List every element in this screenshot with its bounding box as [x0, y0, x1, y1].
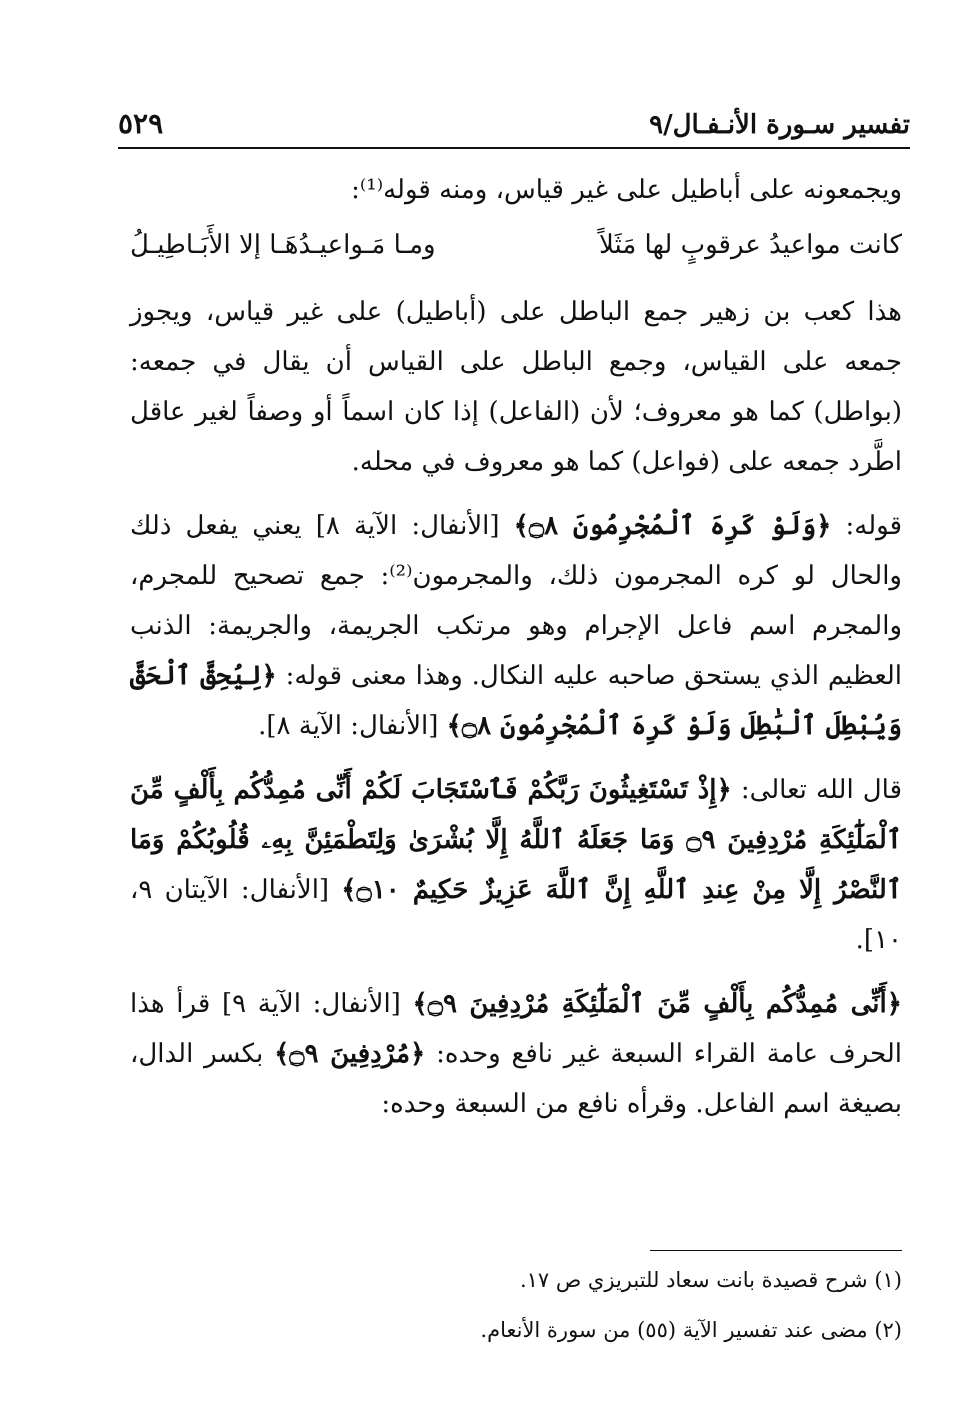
footnote-rule	[650, 1250, 902, 1251]
text-run: بكسر الدال، بصيغة اسم الفاعل. وقرأه نافع من السبعة وحده:	[130, 1039, 902, 1119]
quran-quote: ﴿أَنِّى مُمِدُّكُم بِأَلْفٍ مِّنَ ٱلْمَلَٰٓئِكَةِ مُرْدِفِينَ ۝٩﴾	[412, 989, 902, 1019]
paragraph-4	[130, 765, 902, 965]
main-text	[130, 165, 902, 1129]
paragraph-3	[130, 501, 902, 751]
text-run: [الأنفال: الآيتان ٩، ١٠].	[130, 875, 902, 955]
poetry-verse	[130, 217, 902, 273]
verse-second-hemistich: ومـا مَـواعيـدُهَـا إلا الأَبَـاطِيـلُ	[130, 230, 436, 260]
footnotes	[130, 1255, 902, 1355]
paragraph-1: ويجمعونه على أباطيل على غير قياس، ومنه قوله⁽¹⁾:	[351, 175, 902, 205]
paragraph-5	[130, 979, 902, 1129]
quran-quote: ﴿إِذْ تَسْتَغِيثُونَ رَبَّكُمْ فَٱسْتَجَابَ لَكُمْ أَنِّى مُمِدُّكُم بِأَلْفٍ مِّنَ ٱلْمَلَٰٓئِكَةِ مُرْدِفِينَ ۝٩ وَمَا جَعَلَهُ ٱللَّهُ إِلَّا بُشْرَىٰ وَلِتَطْمَئِنَّ بِهِۦ قُلُوبُكُمْ وَمَا ٱلنَّصْرُ إِلَّا مِنْ عِندِ ٱللَّهِ إِنَّ ٱللَّهَ عَزِيزٌ حَكِيمٌ ۝١٠﴾	[130, 775, 902, 905]
page-number: ٥٢٩	[118, 107, 164, 140]
header-rule	[118, 147, 910, 149]
quran-quote: ﴿لِيُحِقَّ ٱلْحَقَّ وَيُبْطِلَ ٱلْبَٰطِلَ وَلَوْ كَرِهَ ٱلْمُجْرِمُونَ ۝٨﴾	[130, 661, 902, 741]
text-run: قوله:	[845, 511, 903, 541]
text-run: قال الله تعالى:	[740, 775, 902, 805]
quran-quote: ﴿وَلَوْ كَرِهَ ٱلْمُجْرِمُونَ ۝٨﴾	[513, 511, 832, 541]
footnote-2: (٢) مضى عند تفسير الآية (٥٥) من سورة الأنعام.	[480, 1318, 902, 1342]
paragraph-2: هذا كعب بن زهير جمع الباطل على (أباطيل) على غير قياس، ويجوز جمعه على القياس، وجمع الباطل على القياس أن يقال في جمعه: (بواطل) كما هو معروف؛ لأن (الفاعل) إذا كان اسماً أو وصفاً لغير عاقل اطَّرد جمعه على (فواعل) كما هو معروف في محله.	[130, 297, 902, 477]
running-header	[118, 92, 910, 140]
running-title: تفسير سـورة الأنـفـال/٩	[649, 110, 910, 140]
text-run: [الأنفال: الآية ٨].	[258, 711, 439, 741]
text-run: [الأنفال: الآية ٩] قرأ هذا الحرف عامة القراء السبعة غير نافع وحده:	[130, 989, 903, 1069]
footnote-1: (١) شرح قصيدة بانت سعاد للتبريزي ص ١٧.	[519, 1268, 902, 1292]
quran-quote: ﴿مُرْدِفِينَ ۝٩﴾	[274, 1039, 426, 1069]
text-run: [الأنفال: الآية ٨] يعني يفعل ذلك والحال لو كره المجرمون ذلك، والمجرمون⁽²⁾: جمع تصحيح للمجرم، والمجرم اسم فاعل الإجرام وهو مرتكب الجريمة، والجريمة: الذنب العظيم الذي يستحق صاحبه عليه النكال. وهذا معنى قوله:	[130, 511, 903, 691]
verse-first-hemistich: كانت مواعيدُ عرقوبٍ لها مَثَلاً	[598, 230, 902, 260]
